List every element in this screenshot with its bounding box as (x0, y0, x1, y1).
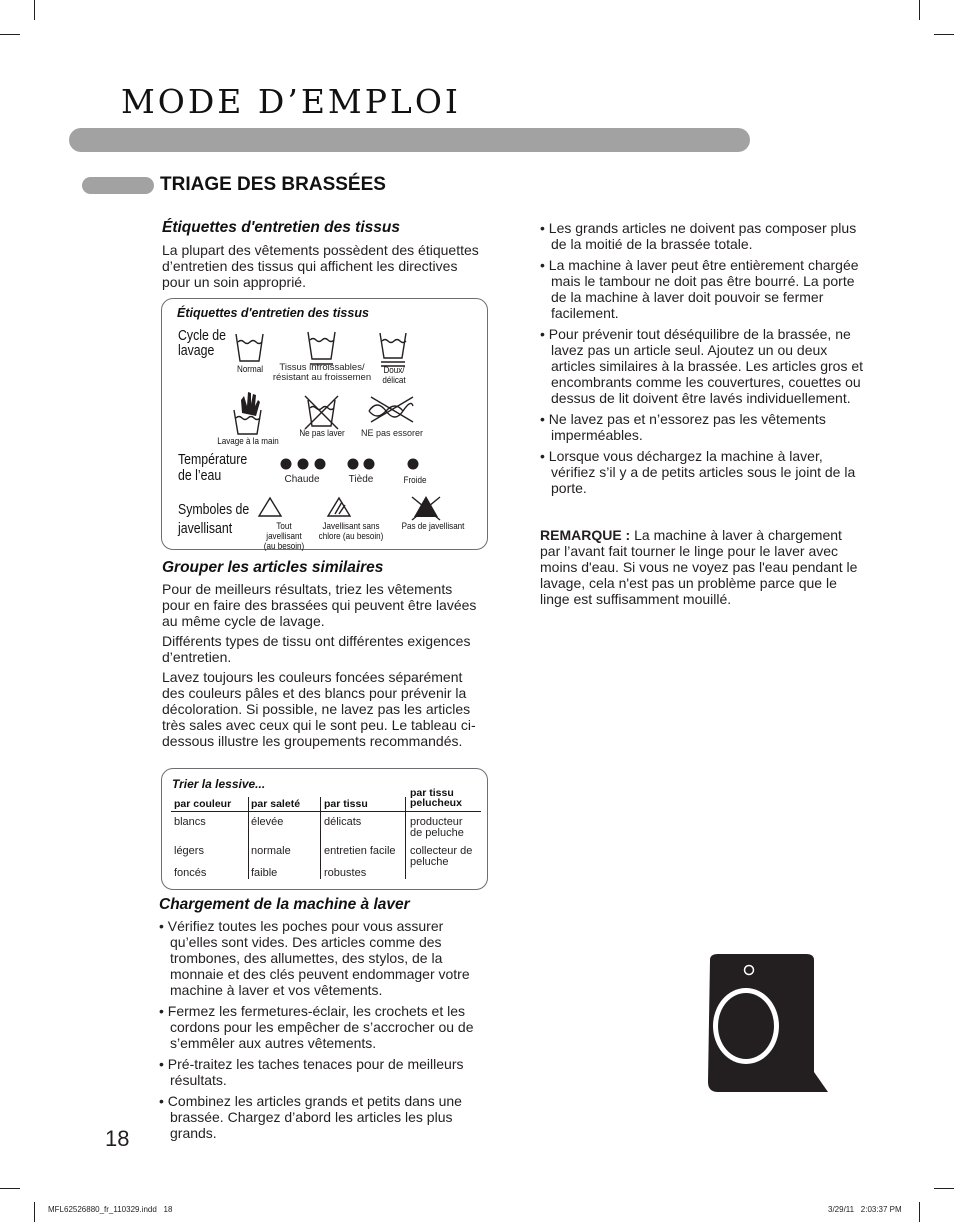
note (540, 527, 864, 607)
washer-illustration (700, 952, 832, 1094)
care-box-title: Étiquettes d'entretien des tissus (177, 306, 369, 320)
wash-delicate-icon (380, 333, 406, 366)
wash-normal-icon (236, 334, 263, 361)
right-bullet: • La machine à laver peut être entièrement chargée mais le tambour ne doit pas être bourré. La porte de la machine à laver doit pouvoir se fermer facilement. (540, 257, 859, 321)
group-paragraph-1: Pour de meilleurs résultats, triez les vêtements pour en faire des brassées qui peuvent être lavées au même cycle de lavage. (162, 581, 477, 629)
header-bar (69, 128, 750, 152)
non-chlorine-bleach-icon (328, 498, 350, 516)
crop-mark (934, 1188, 954, 1189)
hand-icon (241, 392, 260, 416)
loading-bullets (159, 918, 486, 1146)
sort-table-divider (320, 797, 321, 879)
right-bullet: • Pour prévenir tout déséquilibre de la brassée, ne lavez pas un article seul. Ajoutez un ou deux articles similaires à la brassée. Les articles gros et encombrants comme les couvertures, couettes ou dessus de lit doivent être lavés individuellement. (540, 326, 864, 406)
water-temp-label: Température de l’eau (178, 452, 248, 484)
label-cold: Froide (403, 475, 427, 486)
sort-table-divider (248, 797, 249, 879)
note-label: REMARQUE : (540, 527, 631, 543)
sort-cell: délicats (324, 816, 362, 828)
sort-cell: robustes (324, 867, 367, 879)
care-labels-intro: La plupart des vêtements possèdent des étiquettes d’entretien des tissus qui affichent les directives pour un soin approprié. (162, 242, 479, 290)
sort-cell: normale (251, 845, 291, 857)
crop-mark (919, 1202, 920, 1222)
loading-bullet: • Pré-traitez les taches tenaces pour de meilleurs résultats. (159, 1056, 464, 1088)
do-not-wring-icon (369, 397, 413, 422)
label-any-bleach: Tout javellisant (au besoin) (263, 521, 305, 552)
crop-mark (34, 0, 35, 20)
sort-header-lint: par tissu pelucheux (410, 787, 462, 809)
right-bullets (540, 220, 864, 501)
sort-cell: légers (174, 845, 204, 857)
right-bullet: • Ne lavez pas et n’essorez pas les vêtements imperméables. (540, 411, 826, 443)
group-paragraph-2: Différents types de tissu ont différentes exigences d’entretien. (162, 633, 471, 665)
crop-mark (0, 34, 20, 35)
sort-header-soil: par saleté (251, 798, 301, 810)
label-normal: Normal (236, 364, 264, 375)
sort-cell: producteur de peluche (410, 816, 464, 839)
sort-cell: entretien facile (324, 845, 396, 857)
label-no-bleach: Pas de javellisant (401, 521, 465, 532)
label-do-not-wring: NE pas essorer (360, 428, 424, 438)
note-text: La machine à laver à chargement par l’avant fait tourner le linge pour le laver avec moins d'eau. Si vous ne voyez pas l'eau pendant le lavage, cela n'est pas un problème parce que le linge est suffisamment mouillé. (540, 527, 858, 607)
sort-cell: collecteur de peluche (410, 845, 473, 868)
do-not-wash-icon (305, 396, 338, 429)
group-heading: Grouper les articles similaires (162, 559, 384, 576)
loading-bullet: • Fermez les fermetures-éclair, les crochets et les cordons pour les empêcher de s’accrocher ou de s’emmêler aux autres vêtements. (159, 1003, 474, 1051)
sort-table-title: Trier la lessive... (172, 777, 266, 791)
loading-heading: Chargement de la machine à laver (159, 896, 410, 913)
group-paragraph-3: Lavez toujours les couleurs foncées séparément des couleurs pâles et des blancs pour prévenir la décoloration. Si possible, ne lavez pas les articles très sales avec ceux qui le sont peu. Le tableau ci-dessous illustre les groupements recommandés. (162, 669, 476, 749)
loading-bullet: • Combinez les articles grands et petits dans une brassée. Chargez d’abord les articles les plus grands. (159, 1093, 462, 1141)
wash-permanent-press-icon (308, 332, 335, 364)
label-non-chlorine: Javellisant sans chlore (au besoin) (318, 521, 384, 542)
label-hot: Chaude (284, 474, 320, 485)
no-bleach-icon (412, 496, 440, 520)
wash-cycle-label: Cycle de lavage (178, 328, 226, 359)
right-bullet: • Lorsque vous déchargez la machine à laver, vérifiez s’il y a de petits articles sous le joint de la porte. (540, 448, 856, 496)
sort-cell: foncés (174, 867, 207, 879)
sort-table-header-rule (171, 811, 481, 812)
page-title: MODE D’EMPLOI (121, 82, 461, 121)
sort-table-divider (405, 797, 406, 879)
temperature-dots (281, 459, 419, 470)
section-pill (82, 177, 154, 194)
sort-cell: blancs (174, 816, 206, 828)
label-hand-wash: Lavage à la main (217, 436, 279, 447)
sort-header-color: par couleur (174, 798, 232, 810)
footer-filename: MFL62526880_fr_110329.indd 18 (48, 1205, 173, 1214)
label-warm: Tiède (348, 474, 374, 485)
label-permanent-press: Tissus infroissables/ résistant au froissemen (272, 362, 372, 383)
care-labels-heading: Étiquettes d'entretien des tissus (162, 219, 400, 236)
footer-timestamp: 3/29/11 2:03:37 PM (828, 1205, 902, 1214)
sort-cell: élevée (251, 816, 284, 828)
crop-mark (0, 1188, 20, 1189)
crop-mark (934, 34, 954, 35)
section-title: TRIAGE DES BRASSÉES (160, 174, 386, 195)
loading-bullet: • Vérifiez toutes les poches pour vous assurer qu’elles sont vides. Des articles comme des trombones, des allumettes, des stylos, de la monnaie et des clés peuvent endommager votre machine à laver et vos vêtements. (159, 918, 470, 998)
bleach-label: Symboles de javellisant (178, 502, 250, 537)
label-do-not-wash: Ne pas laver (299, 428, 345, 439)
sort-header-fabric: par tissu (324, 798, 368, 810)
crop-mark (919, 0, 920, 20)
label-delicate: Doux/ délicat (382, 365, 406, 386)
care-symbols (161, 298, 488, 550)
page-number: 18 (105, 1126, 130, 1151)
crop-mark (34, 1202, 35, 1222)
sort-cell: faible (251, 867, 278, 879)
right-bullet: • Les grands articles ne doivent pas composer plus de la moitié de la brassée totale. (540, 220, 857, 252)
any-bleach-icon (259, 498, 281, 516)
